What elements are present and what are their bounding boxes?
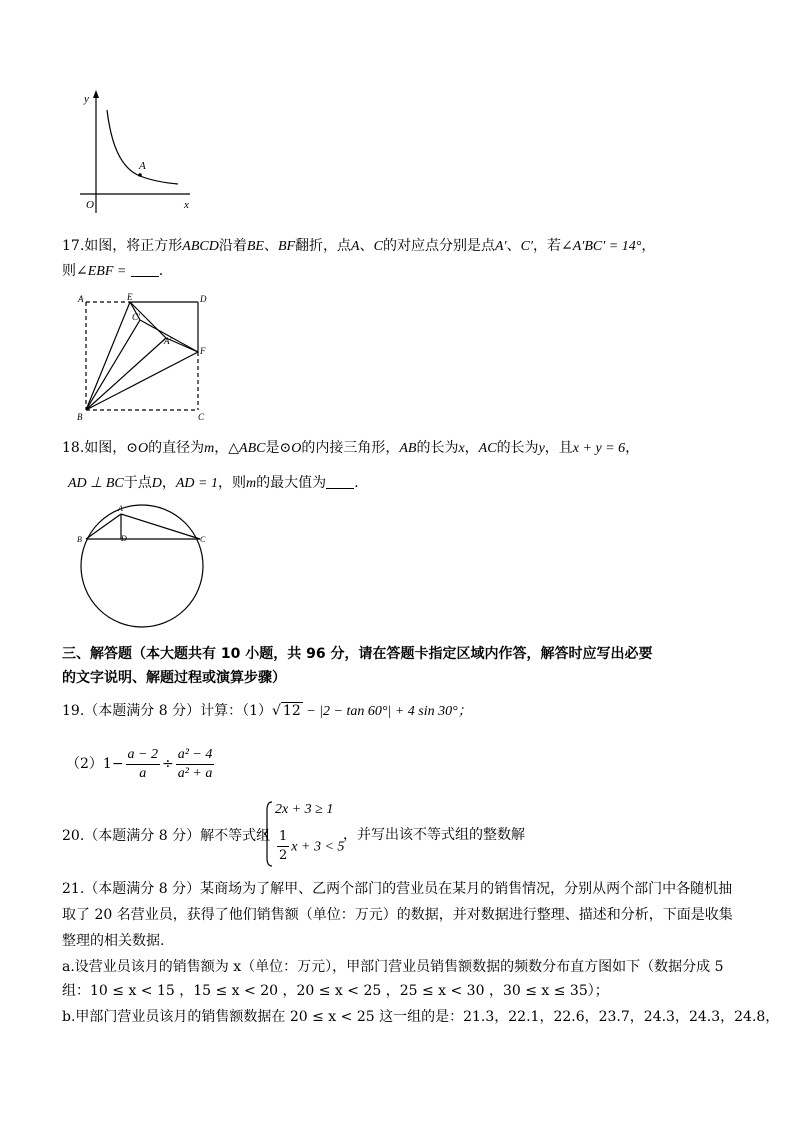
folded-square-figure: [74, 292, 214, 424]
q21-line6: b.甲部门营业员该月的销售额数据在 20 ≤ x < 25 这一组的是：21.3，22.1，22.6，23.7，24.3，24.3，24.8，: [62, 1009, 780, 1025]
answer-blank: [131, 262, 159, 277]
x-axis-label: x: [184, 199, 189, 211]
q18-line1: 18.如图，⊙O的直径为m，△ABC是⊙O的内接三角形，AB的长为x，AC的长为y，且x + y = 6，: [62, 440, 640, 456]
q19-line1: 19.（本题满分 8 分）计算：（1）√ 12 − |2 − tan 60°| + 4 sin 30°；: [62, 703, 472, 719]
q21-line1: 21.（本题满分 8 分）某商场为了解甲、乙两个部门的营业员在某月的销售情况，分别从两个部门中各随机抽: [62, 881, 733, 897]
label-f: F: [200, 346, 206, 356]
q17-line2: 则∠EBF = .: [62, 263, 164, 279]
label-e: E: [127, 292, 133, 302]
y-axis-arrow: [93, 90, 99, 98]
section3-heading-line2: 的文字说明、解题过程或演算步骤）: [62, 670, 286, 686]
label-a: A: [118, 504, 123, 513]
circle-o: [81, 505, 203, 627]
point-a: [138, 173, 142, 177]
point-a-label: A: [139, 160, 146, 172]
q21-line4: a.设营业员该月的销售额为 x（单位：万元），甲部门营业员销售额数据的频数分布直方图如下（数据分成 5: [62, 959, 724, 975]
inverse-function-graph: [78, 88, 198, 218]
label-d: D: [121, 534, 127, 543]
label-a: A: [78, 294, 84, 304]
brace-icon: [263, 800, 273, 868]
circle-triangle-figure: [74, 500, 214, 630]
label-c-prime: C′: [132, 312, 140, 322]
q20-tail: ，并写出该不等式组的整数解: [343, 827, 525, 843]
origin-label: O: [86, 199, 94, 211]
q18-line2: AD ⊥ BC于点D，AD = 1，则m的最大值为 .: [68, 475, 359, 491]
q20-line: 20.（本题满分 8 分）解不等式组: [62, 828, 271, 844]
label-a-prime: A′: [164, 336, 172, 346]
label-b: B: [77, 412, 83, 422]
inequality-2: $\frac{1}{2}$ x + 3 < 5: [279, 829, 345, 863]
q19-line2: （2）1− $\frac{a - 2}{a}$ ÷ $\frac{\text{a² − 4}}{\text{a² + a}}$: [66, 746, 213, 781]
q21-line3: 整理的相关数据.: [62, 933, 165, 949]
q17-line1: 17.如图，将正方形ABCD沿着BE、BF翻折，点A、C的对应点分别是点A′、C′，若∠A′BC′ = 14°，: [62, 238, 656, 254]
label-c: C: [200, 535, 206, 544]
answer-blank: [326, 474, 354, 489]
label-d: D: [200, 294, 207, 304]
label-c: C: [198, 412, 205, 422]
section3-heading-line1: 三、解答题（本大题共有 10 小题，共 96 分，请在答题卡指定区域内作答，解答时应写出必要: [62, 646, 653, 662]
label-b: B: [77, 535, 82, 544]
q21-line2: 取了 20 名营业员，获得了他们销售额（单位：万元）的数据，并对数据进行整理、描述和分析，下面是收集: [62, 907, 733, 923]
inequality-system: [263, 800, 583, 870]
q21-line5: 组：10 ≤ x < 15 ，15 ≤ x < 20 ，20 ≤ x < 25 ，25 ≤ x < 30 ，30 ≤ x ≤ 35）；: [62, 983, 609, 999]
inequality-1: 2x + 3 ≥ 1: [275, 802, 334, 817]
y-axis-label: y: [84, 93, 89, 105]
hyperbola-curve: [107, 110, 178, 184]
